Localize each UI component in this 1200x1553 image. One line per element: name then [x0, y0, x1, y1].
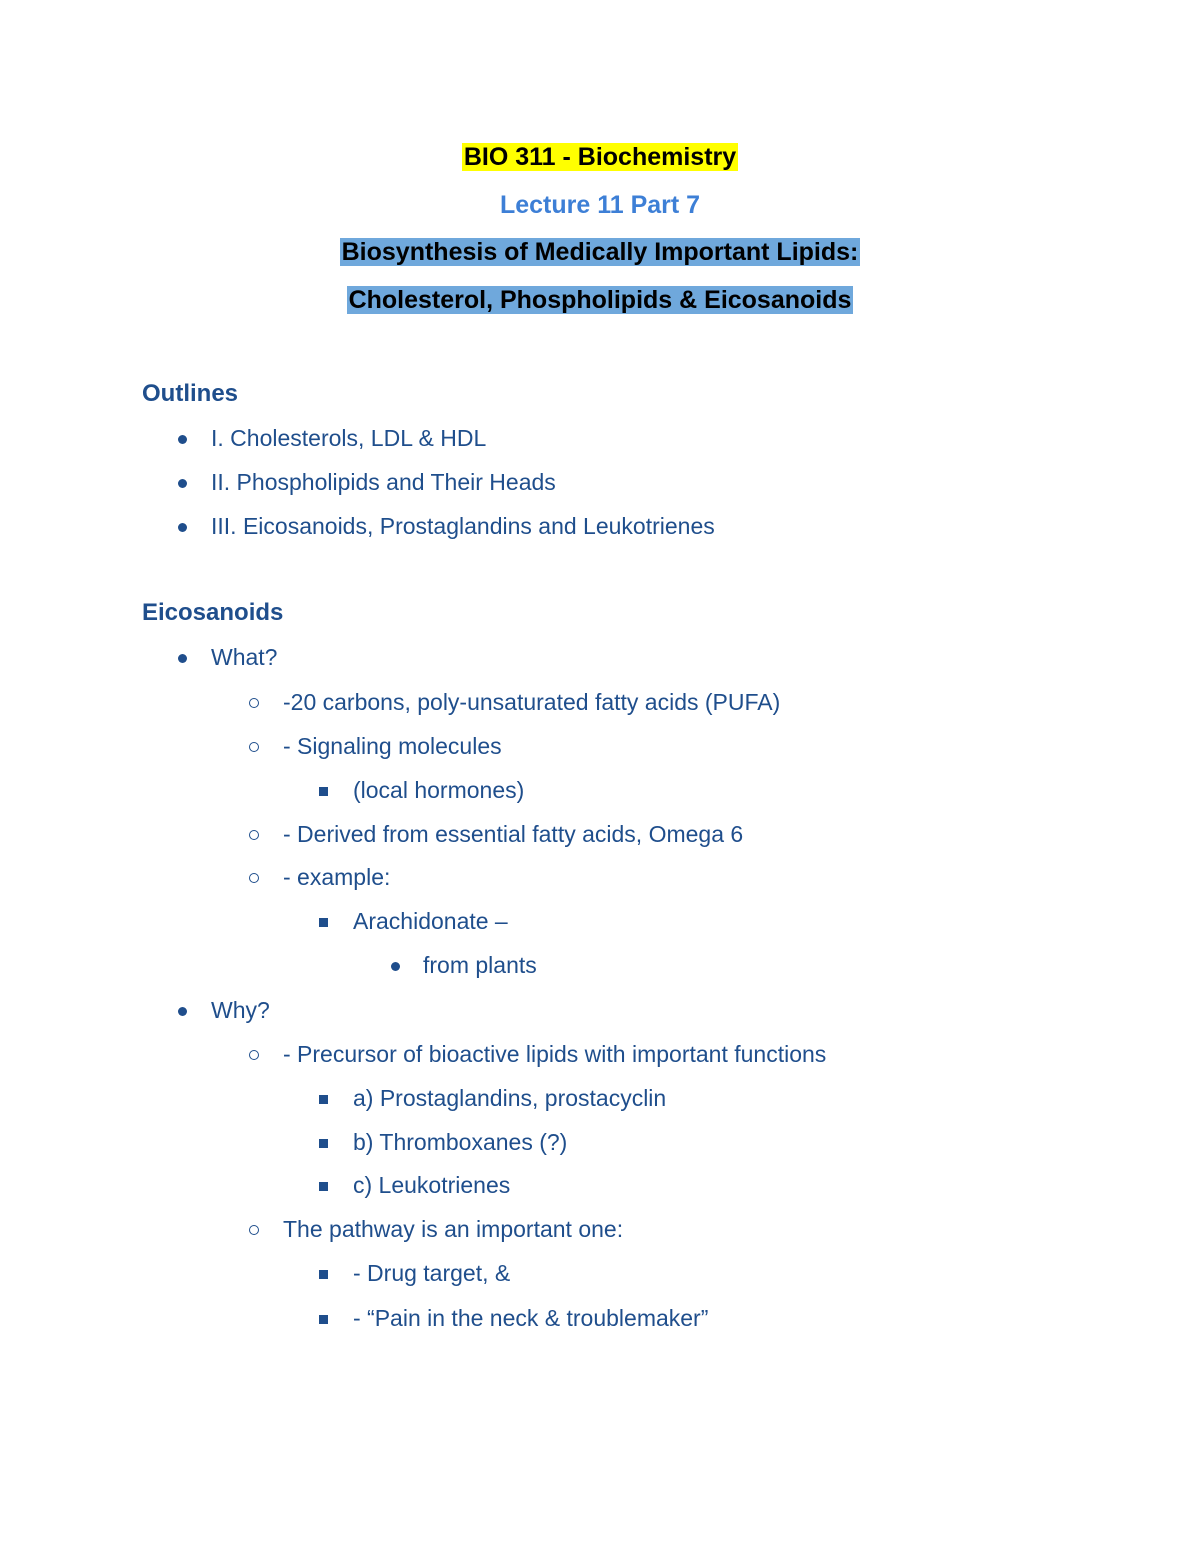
why-item-drug-target: - Drug target, &	[353, 1260, 511, 1286]
why-label: Why?	[211, 997, 270, 1023]
hollow-bullet-icon	[249, 862, 259, 892]
what-item-derived: - Derived from essential fatty acids, Omega 6	[283, 821, 744, 847]
bullet-icon	[178, 642, 187, 672]
lecture-line	[0, 190, 1200, 220]
course-title: BIO 311 - Biochemistry	[463, 143, 737, 171]
what-item-pufa: -20 carbons, poly-unsaturated fatty acids (PUFA)	[283, 689, 781, 715]
why-item-prostaglandins: a) Prostaglandins, prostacyclin	[353, 1085, 667, 1111]
square-bullet-icon	[319, 1083, 328, 1113]
square-bullet-icon	[319, 1258, 328, 1288]
bullet-icon	[178, 995, 187, 1025]
topic-title-line-2	[0, 285, 1200, 315]
what-item-example: - example:	[283, 864, 391, 890]
why-item-troublemaker: - “Pain in the neck & troublemaker”	[353, 1305, 709, 1331]
why-item-pathway: The pathway is an important one:	[283, 1216, 624, 1242]
square-bullet-icon	[319, 775, 328, 805]
outline-item-3: III. Eicosanoids, Prostaglandins and Leukotrienes	[211, 513, 715, 539]
square-bullet-icon	[319, 906, 328, 936]
hollow-bullet-icon	[249, 1214, 259, 1244]
bullet-icon	[178, 511, 187, 541]
what-item-arachidonate: Arachidonate –	[353, 908, 508, 934]
hollow-bullet-icon	[249, 1039, 259, 1069]
lecture-title: Lecture 11 Part 7	[499, 191, 701, 219]
eicosanoids-heading: Eicosanoids	[142, 599, 284, 626]
what-label: What?	[211, 644, 278, 670]
bullet-icon	[178, 423, 187, 453]
why-item-precursor: - Precursor of bioactive lipids with important functions	[283, 1041, 827, 1067]
what-item-local-hormones: (local hormones)	[353, 777, 525, 803]
what-item-signaling: - Signaling molecules	[283, 733, 502, 759]
bullet-icon	[391, 950, 400, 980]
hollow-bullet-icon	[249, 819, 259, 849]
outline-item-2: II. Phospholipids and Their Heads	[211, 469, 556, 495]
why-item-leukotrienes: c) Leukotrienes	[353, 1172, 511, 1198]
square-bullet-icon	[319, 1170, 328, 1200]
outline-item-1: I. Cholesterols, LDL & HDL	[211, 425, 487, 451]
bullet-icon	[178, 467, 187, 497]
hollow-bullet-icon	[249, 731, 259, 761]
topic-title-2: Cholesterol, Phospholipids & Eicosanoids	[348, 286, 852, 314]
hollow-bullet-icon	[249, 687, 259, 717]
topic-title-line-1	[0, 237, 1200, 267]
what-item-from-plants: from plants	[423, 952, 537, 978]
topic-title-1: Biosynthesis of Medically Important Lipids:	[341, 238, 859, 266]
course-title-line	[0, 142, 1200, 172]
outlines-heading: Outlines	[142, 380, 239, 407]
square-bullet-icon	[319, 1303, 328, 1333]
square-bullet-icon	[319, 1127, 328, 1157]
why-item-thromboxanes: b) Thromboxanes (?)	[353, 1129, 568, 1155]
